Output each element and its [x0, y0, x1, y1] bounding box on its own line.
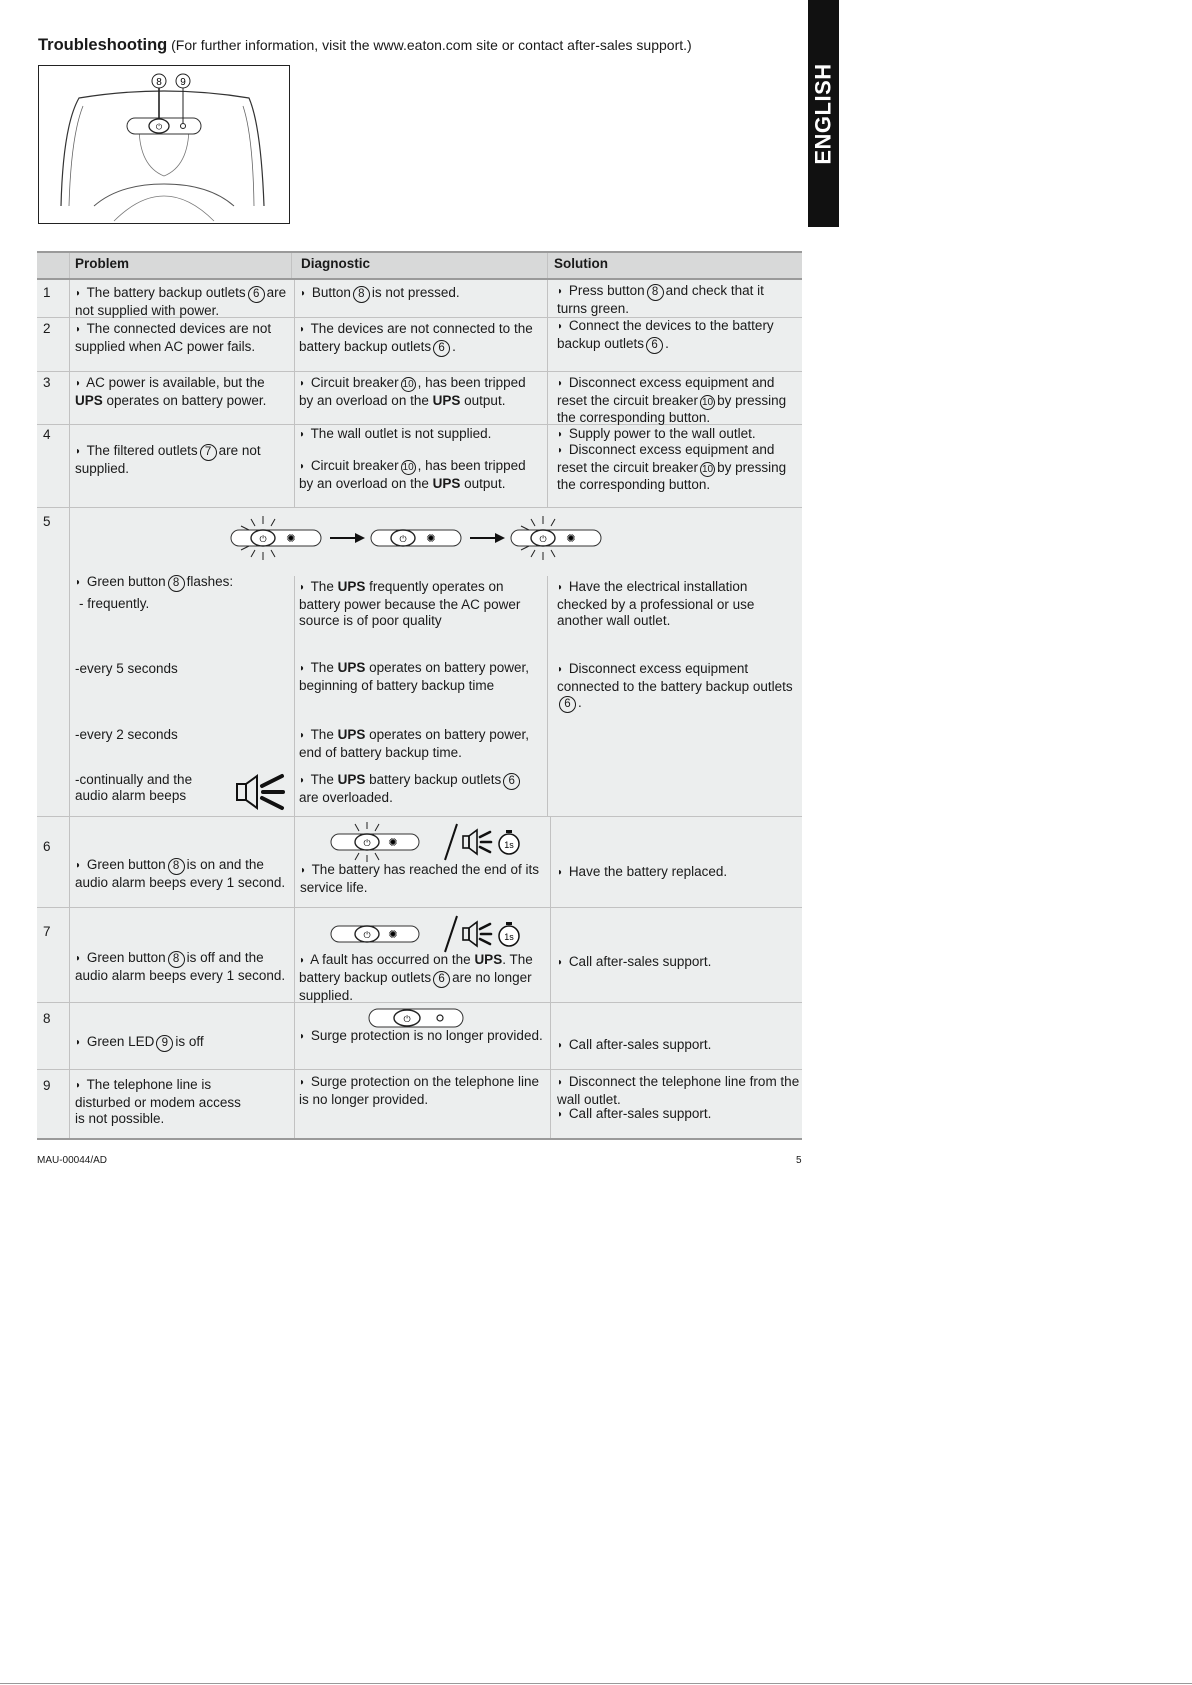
table-row [37, 372, 802, 425]
callout-7: 7 [200, 444, 217, 461]
callout-8: 8 [168, 575, 185, 592]
solution-text: ◗ Call after-sales support. [557, 954, 797, 972]
table-row [37, 425, 802, 508]
row-number: 9 [43, 1078, 51, 1093]
diagnostic-text-b: ◗ Circuit breaker 10 , has been tripped by an overload on the UPS output. [299, 458, 539, 492]
callout-6: 6 [559, 696, 576, 713]
svg-text:⏻: ⏻ [399, 535, 407, 545]
table-row [37, 908, 802, 1003]
row-number: 6 [43, 839, 51, 854]
table-row [37, 508, 802, 817]
page-heading [38, 36, 692, 55]
svg-text:⏻: ⏻ [539, 535, 547, 545]
problem-text: ◗ The connected devices are not supplied when AC power fails. [75, 321, 290, 355]
row-number: 1 [43, 285, 51, 300]
problem-text: ◗ Green button 8 is on and the audio alarm beeps every 1 second. [75, 857, 290, 891]
solution-text-a: ◗ Supply power to the wall outlet. [557, 426, 802, 444]
led-flash-sequence-icon [227, 514, 607, 562]
callout-8: 8 [647, 284, 664, 301]
callout-10: 10 [702, 397, 714, 408]
row-number: 5 [43, 514, 51, 529]
problem-sub-frequently: - frequently. [79, 596, 150, 611]
table-row [37, 318, 802, 372]
diagnostic-text: ◗ The battery has reached the end of its service life. [300, 862, 545, 896]
led-on-alarm-timer-icon [327, 820, 547, 862]
solution-text-a: ◗ Disconnect the telephone line from the wall outlet. [557, 1074, 802, 1108]
diagnostic-text: ◗ A fault has occurred on the UPS. The battery backup outlets 6 are no longer supplied. [299, 952, 544, 1004]
speaker-alarm-icon [235, 772, 287, 812]
callout-8: 8 [156, 77, 162, 88]
svg-text:⏻: ⏻ [363, 931, 371, 941]
svg-text:⏻: ⏻ [155, 122, 163, 132]
diagnostic-text: ◗ The devices are not connected to the battery backup outlets 6 . [299, 321, 539, 357]
callout-8: 8 [353, 286, 370, 303]
header-solution: Solution [554, 256, 608, 271]
problem-text: ◗ Green LED 9 is off [75, 1034, 290, 1052]
page-subtitle: (For further information, visit the www.eaton.com site or contact after-sales support.) [171, 37, 692, 53]
led-off-alarm-timer-icon [327, 912, 547, 954]
callout-6: 6 [646, 337, 663, 354]
table-header [37, 251, 802, 280]
diagnostic-text: ◗ Circuit breaker 10 , has been tripped by an overload on the UPS output. [299, 375, 539, 409]
diagnostic-text: ◗ Surge protection on the telephone line is no longer provided. [299, 1074, 544, 1108]
diagnostic-text: ◗ Surge protection is no longer provided. [299, 1028, 544, 1046]
diagnostic-text: ◗ The UPS frequently operates on battery power because the AC power source is of poor quality [299, 579, 539, 629]
row-number: 8 [43, 1011, 51, 1026]
page-bottom-rule [0, 1683, 1192, 1684]
solution-text: ◗ Have the battery replaced. [557, 864, 797, 882]
problem-intro-text: ◗ Green button 8 flashes: [75, 574, 290, 592]
diagnostic-text: ◗ The UPS operates on battery power, beginning of battery backup time [299, 660, 539, 694]
svg-text:⏻: ⏻ [259, 535, 267, 545]
solution-text: ◗ Have the electrical installation checked by a professional or use another wall outlet. [557, 579, 797, 629]
callout-8: 8 [168, 951, 185, 968]
callout-6: 6 [248, 286, 265, 303]
page-title: Troubleshooting [38, 36, 168, 54]
diagnostic-text: ◗ Button 8 is not pressed. [300, 285, 540, 303]
row-number: 2 [43, 321, 51, 336]
callout-6: 6 [433, 340, 450, 357]
table-row [37, 1003, 802, 1070]
solution-text-b: ◗ Call after-sales support. [557, 1106, 802, 1124]
svg-text:✺: ✺ [388, 836, 398, 849]
callout-8: 8 [168, 858, 185, 875]
callout-6: 6 [433, 971, 450, 988]
callout-9: 9 [156, 1035, 173, 1052]
solution-text: ◗ Call after-sales support. [557, 1037, 797, 1055]
row-number: 4 [43, 427, 51, 442]
header-problem: Problem [75, 256, 130, 271]
solution-text: ◗ Connect the devices to the battery backup outlets 6 . [557, 318, 797, 354]
problem-text: ◗ The telephone line is disturbed or modem access is not possible. [75, 1077, 245, 1127]
callout-9: 9 [180, 77, 186, 88]
row-number: 3 [43, 375, 51, 390]
problem-text: ◗ Green button 8 is off and the audio alarm beeps every 1 second. [75, 950, 290, 984]
timer-label: 1s [504, 840, 514, 850]
ups-front-panel-figure [38, 65, 290, 224]
problem-sub-continually: -continually and the audio alarm beeps [75, 772, 193, 803]
problem-sub-5s: -every 5 seconds [75, 661, 178, 676]
problem-text: ◗ The filtered outlets 7 are not supplied. [75, 443, 290, 477]
callout-10: 10 [402, 462, 414, 473]
svg-text:⏻: ⏻ [403, 1015, 411, 1025]
problem-text: ◗ The battery backup outlets 6 are not supplied with power. [75, 285, 290, 319]
problem-sub-2s: -every 2 seconds [75, 727, 178, 742]
diagnostic-text-a: ◗ The wall outlet is not supplied. [299, 426, 539, 444]
problem-text: ◗ AC power is available, but the UPS operates on battery power. [75, 375, 290, 409]
table-row [37, 1070, 802, 1138]
row-number: 7 [43, 924, 51, 939]
svg-text:✺: ✺ [566, 532, 576, 545]
callout-6: 6 [503, 773, 520, 790]
language-label: ENGLISH [810, 62, 836, 165]
svg-text:✺: ✺ [388, 928, 398, 941]
solution-text: ◗ Disconnect excess equipment connected to the battery backup outlets6 . [557, 661, 797, 713]
svg-text:✺: ✺ [286, 532, 296, 545]
table-row [37, 817, 802, 908]
solution-text: ◗ Press button 8 and check that it turns green. [557, 283, 797, 317]
ups-drawing-icon [39, 66, 289, 223]
troubleshooting-table [37, 251, 802, 1140]
document-code: MAU-00044/AD [37, 1155, 108, 1166]
diagnostic-text: ◗ The UPS battery backup outlets 6are overloaded. [299, 772, 539, 806]
callout-10: 10 [702, 464, 714, 475]
language-tab [808, 0, 839, 227]
svg-text:✺: ✺ [426, 532, 436, 545]
table-row [37, 280, 802, 318]
page-number: 5 [796, 1155, 802, 1166]
callout-10: 10 [402, 379, 414, 390]
timer-label: 1s [504, 932, 514, 942]
svg-text:⏻: ⏻ [363, 839, 371, 849]
solution-text-b: ◗ Disconnect excess equipment and reset the circuit breaker 10 by pressing the corresponding button. [557, 442, 802, 493]
diagnostic-text: ◗ The UPS operates on battery power, end of battery backup time. [299, 727, 539, 761]
solution-text: ◗ Disconnect excess equipment and reset the circuit breaker 10 by pressing the corresponding button. [557, 375, 802, 426]
header-diagnostic: Diagnostic [301, 256, 371, 271]
